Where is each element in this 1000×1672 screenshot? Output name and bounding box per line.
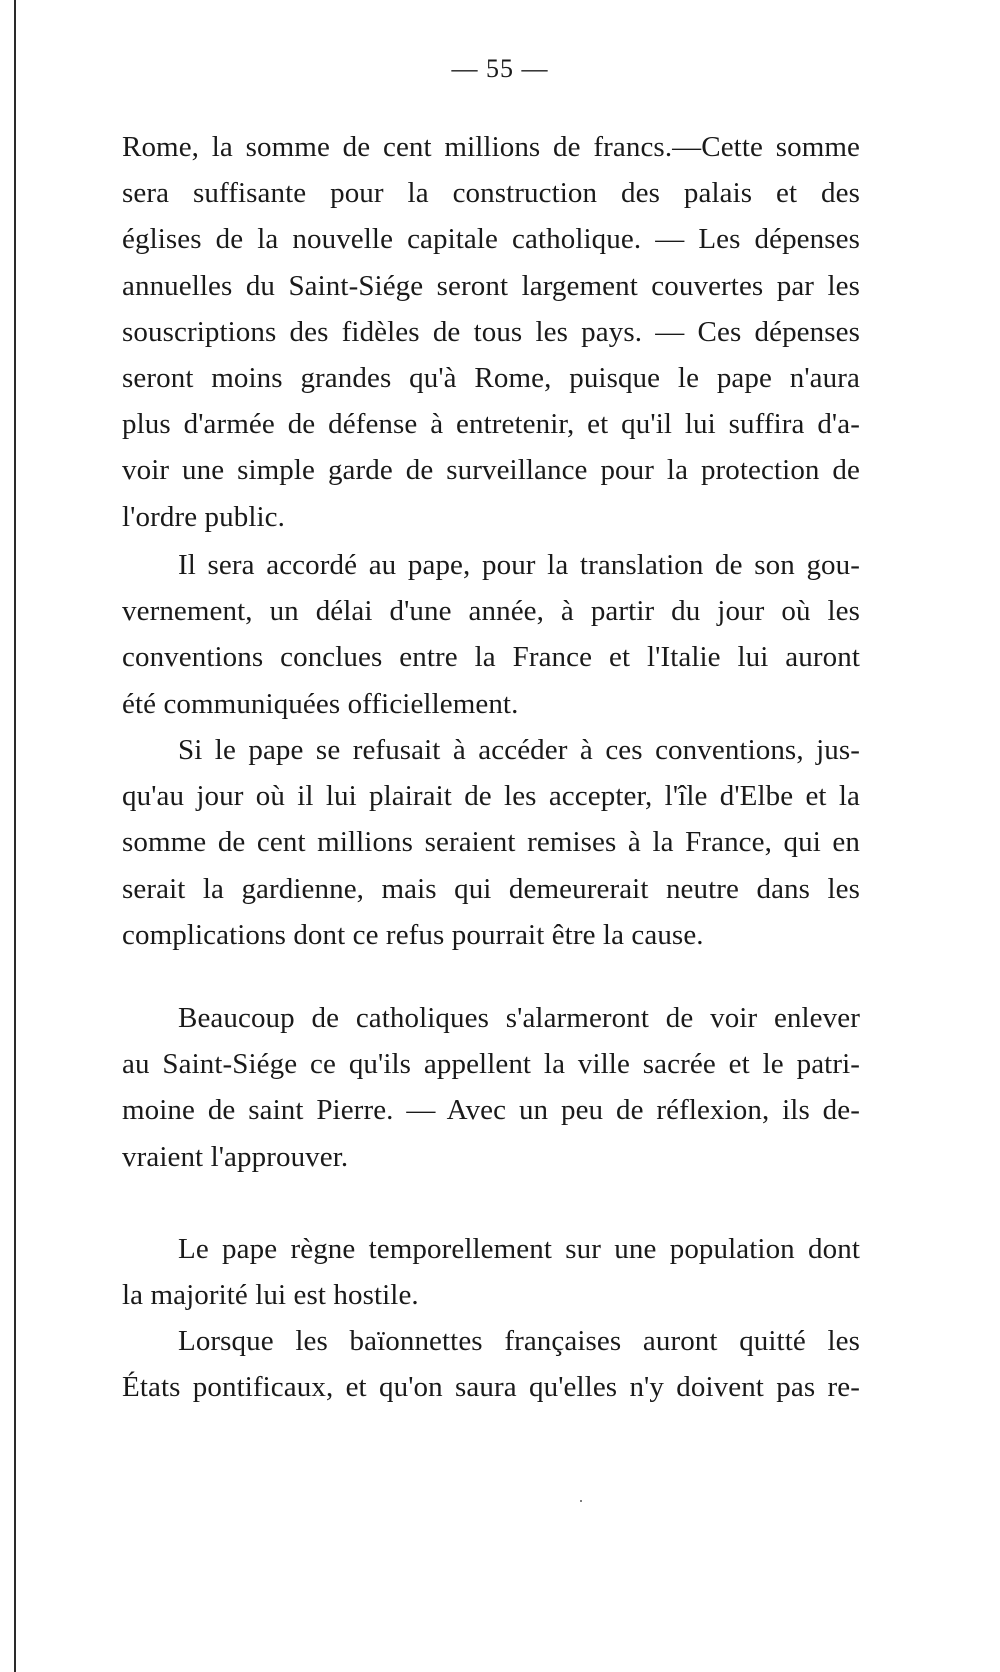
ink-speck: [580, 1500, 582, 1502]
paragraph-6: [122, 1318, 860, 1410]
text-line: été communiquées officiellement.: [122, 687, 519, 720]
text-line: souscriptions des fidèles de tous les pays. — Ces dépenses: [122, 315, 860, 348]
text-line: seront moins grandes qu'à Rome, puisque le pape n'aura: [122, 362, 860, 395]
text-line: Rome, la somme de cent millions de francs.—Cette somme: [122, 131, 860, 163]
text-line: somme de cent millions seraient remises à la France, qui en: [122, 826, 860, 859]
text-line: Il sera accordé au pape, pour la translation de son gou-: [178, 549, 860, 581]
text-line: l'ordre public.: [122, 500, 285, 533]
text-line: conventions conclues entre la France et l'Italie lui auront: [122, 641, 860, 674]
text-line: plus d'armée de défense à entretenir, et qu'il lui suffira d'a-: [122, 408, 860, 441]
text-line: serait la gardienne, mais qui demeurerait neutre dans les: [122, 872, 860, 905]
paragraph-4: [122, 995, 860, 1180]
text-line: Si le pape se refusait à accéder à ces conventions, jus-: [178, 734, 860, 766]
text-line: qu'au jour où il lui plairait de les accepter, l'île d'Elbe et la: [122, 780, 860, 813]
text-line: au Saint-Siége ce qu'ils appellent la ville sacrée et le patri-: [122, 1048, 860, 1081]
text-line: moine de saint Pierre. — Avec un peu de réflexion, ils de-: [122, 1094, 860, 1127]
paragraph-2: [122, 542, 860, 727]
page-margin-rule: [14, 0, 16, 1672]
text-line: Beaucoup de catholiques s'alarmeront de voir enlever: [178, 1002, 860, 1034]
text-line: Le pape règne temporellement sur une population dont: [178, 1233, 860, 1265]
text-line: sera suffisante pour la construction des palais et des: [122, 177, 860, 210]
text-line: vraient l'approuver.: [122, 1140, 349, 1173]
text-line: voir une simple garde de surveillance pour la protection de: [122, 454, 860, 487]
paragraph-1: [122, 124, 860, 540]
paragraph-5: [122, 1226, 860, 1318]
text-line: églises de la nouvelle capitale catholique. — Les dépenses: [122, 223, 860, 256]
text-line: la majorité lui est hostile.: [122, 1279, 419, 1312]
page-number: — 55 —: [451, 54, 549, 83]
paragraph-3: [122, 727, 860, 958]
text-line: annuelles du Saint-Siége seront largement couvertes par les: [122, 269, 860, 302]
text-line: complications dont ce refus pourrait être la cause.: [122, 918, 704, 951]
text-line: vernement, un délai d'une année, à partir du jour où les: [122, 595, 860, 628]
text-line: Lorsque les baïonnettes françaises auront quitté les: [178, 1325, 860, 1357]
text-line: États pontificaux, et qu'on saura qu'elles n'y doivent pas re-: [122, 1371, 860, 1404]
